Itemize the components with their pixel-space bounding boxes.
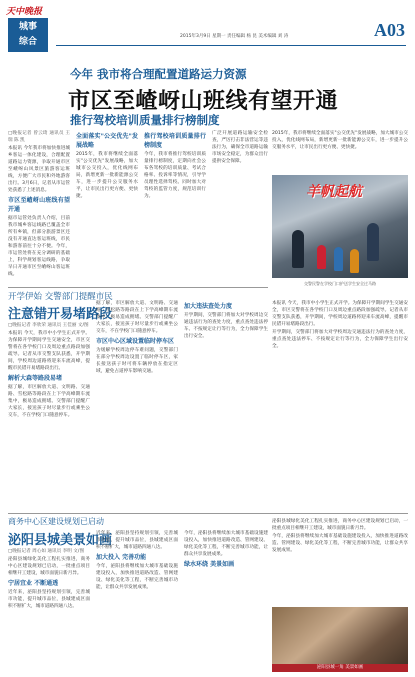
- lead-kicker: 今年 我市将合理配置道路运力资源: [70, 67, 247, 81]
- article3-column-2: [96, 530, 178, 672]
- article2-paragraph: 本报讯 今天，我市中小学生正式开学。为保障开学期间学生交通安全，市区交警将在各学校门口及周边重点路段加强疏导。记者从市交警支队获悉，开学期间，学校周边道路将迎来车流高峰，提醒市民错开易堵路段出行。: [8, 331, 90, 371]
- article3-column-3: [184, 530, 268, 672]
- section-divider: [8, 513, 408, 514]
- lead-column-2: [76, 130, 138, 285]
- lead-column-3: [144, 130, 206, 285]
- school-crossing-photo: [272, 175, 408, 278]
- section-badge: [8, 18, 48, 52]
- article2-subtitle: 解析大森等路段易堵: [8, 375, 63, 382]
- article2-subtitle: 加大违法查处力度: [184, 303, 233, 310]
- article3-subtitle: 加大投入 完善功能: [96, 554, 147, 561]
- article2-column-1: [8, 322, 90, 512]
- article2-paragraph: 开学期间，交警部门将加大对学校周边交通违法行为的查处力度，重点查处违法停车、不按规定让行等行为，全力保障学生出行安全。: [184, 313, 268, 339]
- article2-paragraph: 据了解，市区解放大道、文明路、交通路、雪松路等路段在上下学高峰期车流集中，极易造成拥堵。交警部门提醒广大家长，接送孩子时尽量步行或乘坐公交车，不在学校门口随意停车。: [8, 385, 90, 418]
- article3-paragraph: 今年，泌阳县将继续加大城市基础设施建设投入，加快推进道路改造、管网建设、绿化美化等工程，不断完善城市功能，让群众共享发展成果。: [184, 531, 268, 557]
- article2-paragraph: 为缓解学校周边停车难问题，交警部门在部分学校周边设置了临时停车区，家长接送孩子时可将车辆停放在指定区域，避免占道停车影响交通。: [96, 348, 178, 374]
- lead-paragraph: 广泛开展道路运输安全检查，严厉打击非法营运等违法行为，确保全市道路运输市场安全稳定，为群众出行提供安全保障。: [212, 131, 268, 164]
- lead-subtitle: 全面落实"公交优先"发展战略: [76, 133, 138, 149]
- lead-column-4: [212, 130, 268, 285]
- photo-banner: 泌阳县城一角 美景如画: [272, 664, 408, 672]
- lead-paragraph: 2015年，我市将继续全面落实"公交优先"发展战略，加大城市公交投入，优化线网布局，新增更新一批新能源公交车，进一步提升公交服务水平，让市民出行更方便、更快捷。: [272, 131, 408, 150]
- section-label-1: 城事: [18, 22, 37, 32]
- article3-headline: 泌阳县城美景如画: [8, 533, 113, 548]
- article2-column-3: [184, 300, 268, 512]
- article3-paragraph: 泌阳县城绿化美化工程扎实推进，商务中心区建设规划已启动，一批重点项目相继开工建设，城市面貌日新月异。: [272, 519, 408, 531]
- section-divider: [8, 287, 268, 288]
- child-figure: [317, 245, 326, 269]
- issue-line: 2015年3月9日 星期一 责任编辑 杨 昆 美术编辑 刘 涛: [180, 34, 289, 39]
- article3-paragraph: 今年，泌阳县将继续加大城市基础设施建设投入，加快推进道路改造、管网建设、绿化美化等工程，不断完善城市功能，让群众共享发展成果。: [272, 534, 408, 553]
- lead-subtitle: 推行驾校培训质量排行榜制度: [144, 133, 206, 149]
- article3-kicker: 商务中心区建设规划已启动: [8, 517, 104, 526]
- article3-column-1: [8, 548, 90, 672]
- article3-subtitle: 宁居宜业 不断通透: [8, 580, 59, 587]
- lead-paragraph: 据市运管处负责人介绍，目前我市城乡客运线路已覆盖全市所有乡镇，但部分旅游景区还没有开通直达客运班线，市民和游客前往十分不便。今年，市运管处将在充分调研的基础上，科学规划客运线路，争取早日开通市区至嵖岈山客运班线。: [8, 216, 70, 277]
- person-figure: [292, 230, 304, 268]
- lead-paragraph: 2015年，我市将继续全面落实"公交优先"发展战略，加大城市公交投入，优化线网布局，新增更新一批新能源公交车，进一步提升公交服务水平，让市民出行更方便、更快捷。: [76, 152, 138, 199]
- article3-paragraph: 近年来，泌阳县坚持规划引领，完善城市功能，提升城市品位，县城建成区面积不断扩大，城市道路四通八达。: [96, 531, 178, 550]
- lead-byline: □晚报记者 曾云琦 通讯员 王 瑞 陈 凯: [8, 131, 70, 143]
- article2-byline: □晚报记者 李欣荣 通讯员 王佳丽 文/图: [8, 323, 89, 328]
- article2-column-2: [96, 300, 178, 512]
- page-number: A03: [374, 20, 405, 40]
- lead-subhead: 推行驾校培训质量排行榜制度: [70, 113, 220, 127]
- section-label-2: 综合: [18, 37, 37, 47]
- article2-paragraph: 开学期间，交警部门将加大对学校周边交通违法行为的查处力度，重点查处违法停车、不按规定让行等行为，全力保障学生出行安全。: [272, 330, 408, 349]
- article2-subtitle: 市区中心区域设置临时停车区: [96, 338, 175, 345]
- lead-column-1: [8, 130, 70, 285]
- article2-column-4: [272, 300, 408, 512]
- article3-paragraph: 今年，泌阳县将继续加大城市基础设施建设投入，加快推进道路改造、管网建设、绿化美化等工程，不断完善城市功能，让群众共享发展成果。: [96, 564, 178, 590]
- child-figure: [334, 247, 343, 271]
- article2-headline: 注意错开易堵路段: [8, 307, 113, 322]
- article2-paragraph: 本报讯 今天，我市中小学生正式开学。为保障开学期间学生交通安全，市区交警将在各学校门口及周边重点路段加强疏导。记者从市交警支队获悉，开学期间，学校周边道路将迎来车流高峰，提醒市民错开易堵路段出行。: [272, 301, 408, 327]
- lead-headline: 市区至嵖岈山班线有望开通: [68, 89, 339, 114]
- lead-paragraph: 今年，我市将推行驾校培训质量排行榜制度，定期向社会公布各驾校的培训质量、考试合格率、投诉率等情况，引导学员理性选择驾校。同时加大对驾校的监管力度，规范培训行为。: [144, 152, 206, 199]
- article2-paragraph: 据了解，市区解放大道、文明路、交通路、雪松路等路段在上下学高峰期车流集中，极易造成拥堵。交警部门提醒广大家长，接送孩子时尽量步行或乘坐公交车，不在学校门口随意停车。: [96, 301, 178, 334]
- lead-subtitle: 市区至嵖岈山班线有望开通: [8, 197, 70, 213]
- child-figure: [350, 249, 359, 273]
- lead-column-5: [272, 130, 408, 172]
- article3-paragraph: 近年来，泌阳县坚持规划引领，完善城市功能，提升城市品位，县城建成区面积不断扩大，城市道路四通八达。: [8, 590, 90, 609]
- article3-column-4: [272, 518, 408, 604]
- lead-paragraph: 本报讯 今年我市将加快推进城乡客运一体化建设，合理配置道路运力资源，争取开通市区至嵖岈山风景区旅游客运班线，方便广大市民和外地游客出行。3月6日，记者从市运管处获悉了上述消息。: [8, 146, 70, 193]
- newspaper-logo: 天中晚报: [6, 7, 43, 17]
- photo-overlay-title: 羊帆起航: [306, 184, 362, 200]
- article3-subtitle: 绿水环绕 美景如画: [184, 561, 235, 568]
- article2-kicker: 开学伊始 交警部门提醒市民: [8, 292, 113, 302]
- photo-caption: 交警民警在学校门口护送学生安全过马路: [304, 281, 376, 286]
- top-divider: [56, 45, 406, 46]
- county-scenery-photo: [272, 607, 408, 672]
- masthead: [0, 0, 415, 52]
- article3-byline: □晚报记者 周心如 通讯员 李明 文/图: [8, 549, 85, 554]
- article3-paragraph: 泌阳县城绿化美化工程扎实推进，商务中心区建设规划已启动，一批重点项目相继开工建设，城市面貌日新月异。: [8, 557, 90, 576]
- police-figure: [367, 223, 379, 261]
